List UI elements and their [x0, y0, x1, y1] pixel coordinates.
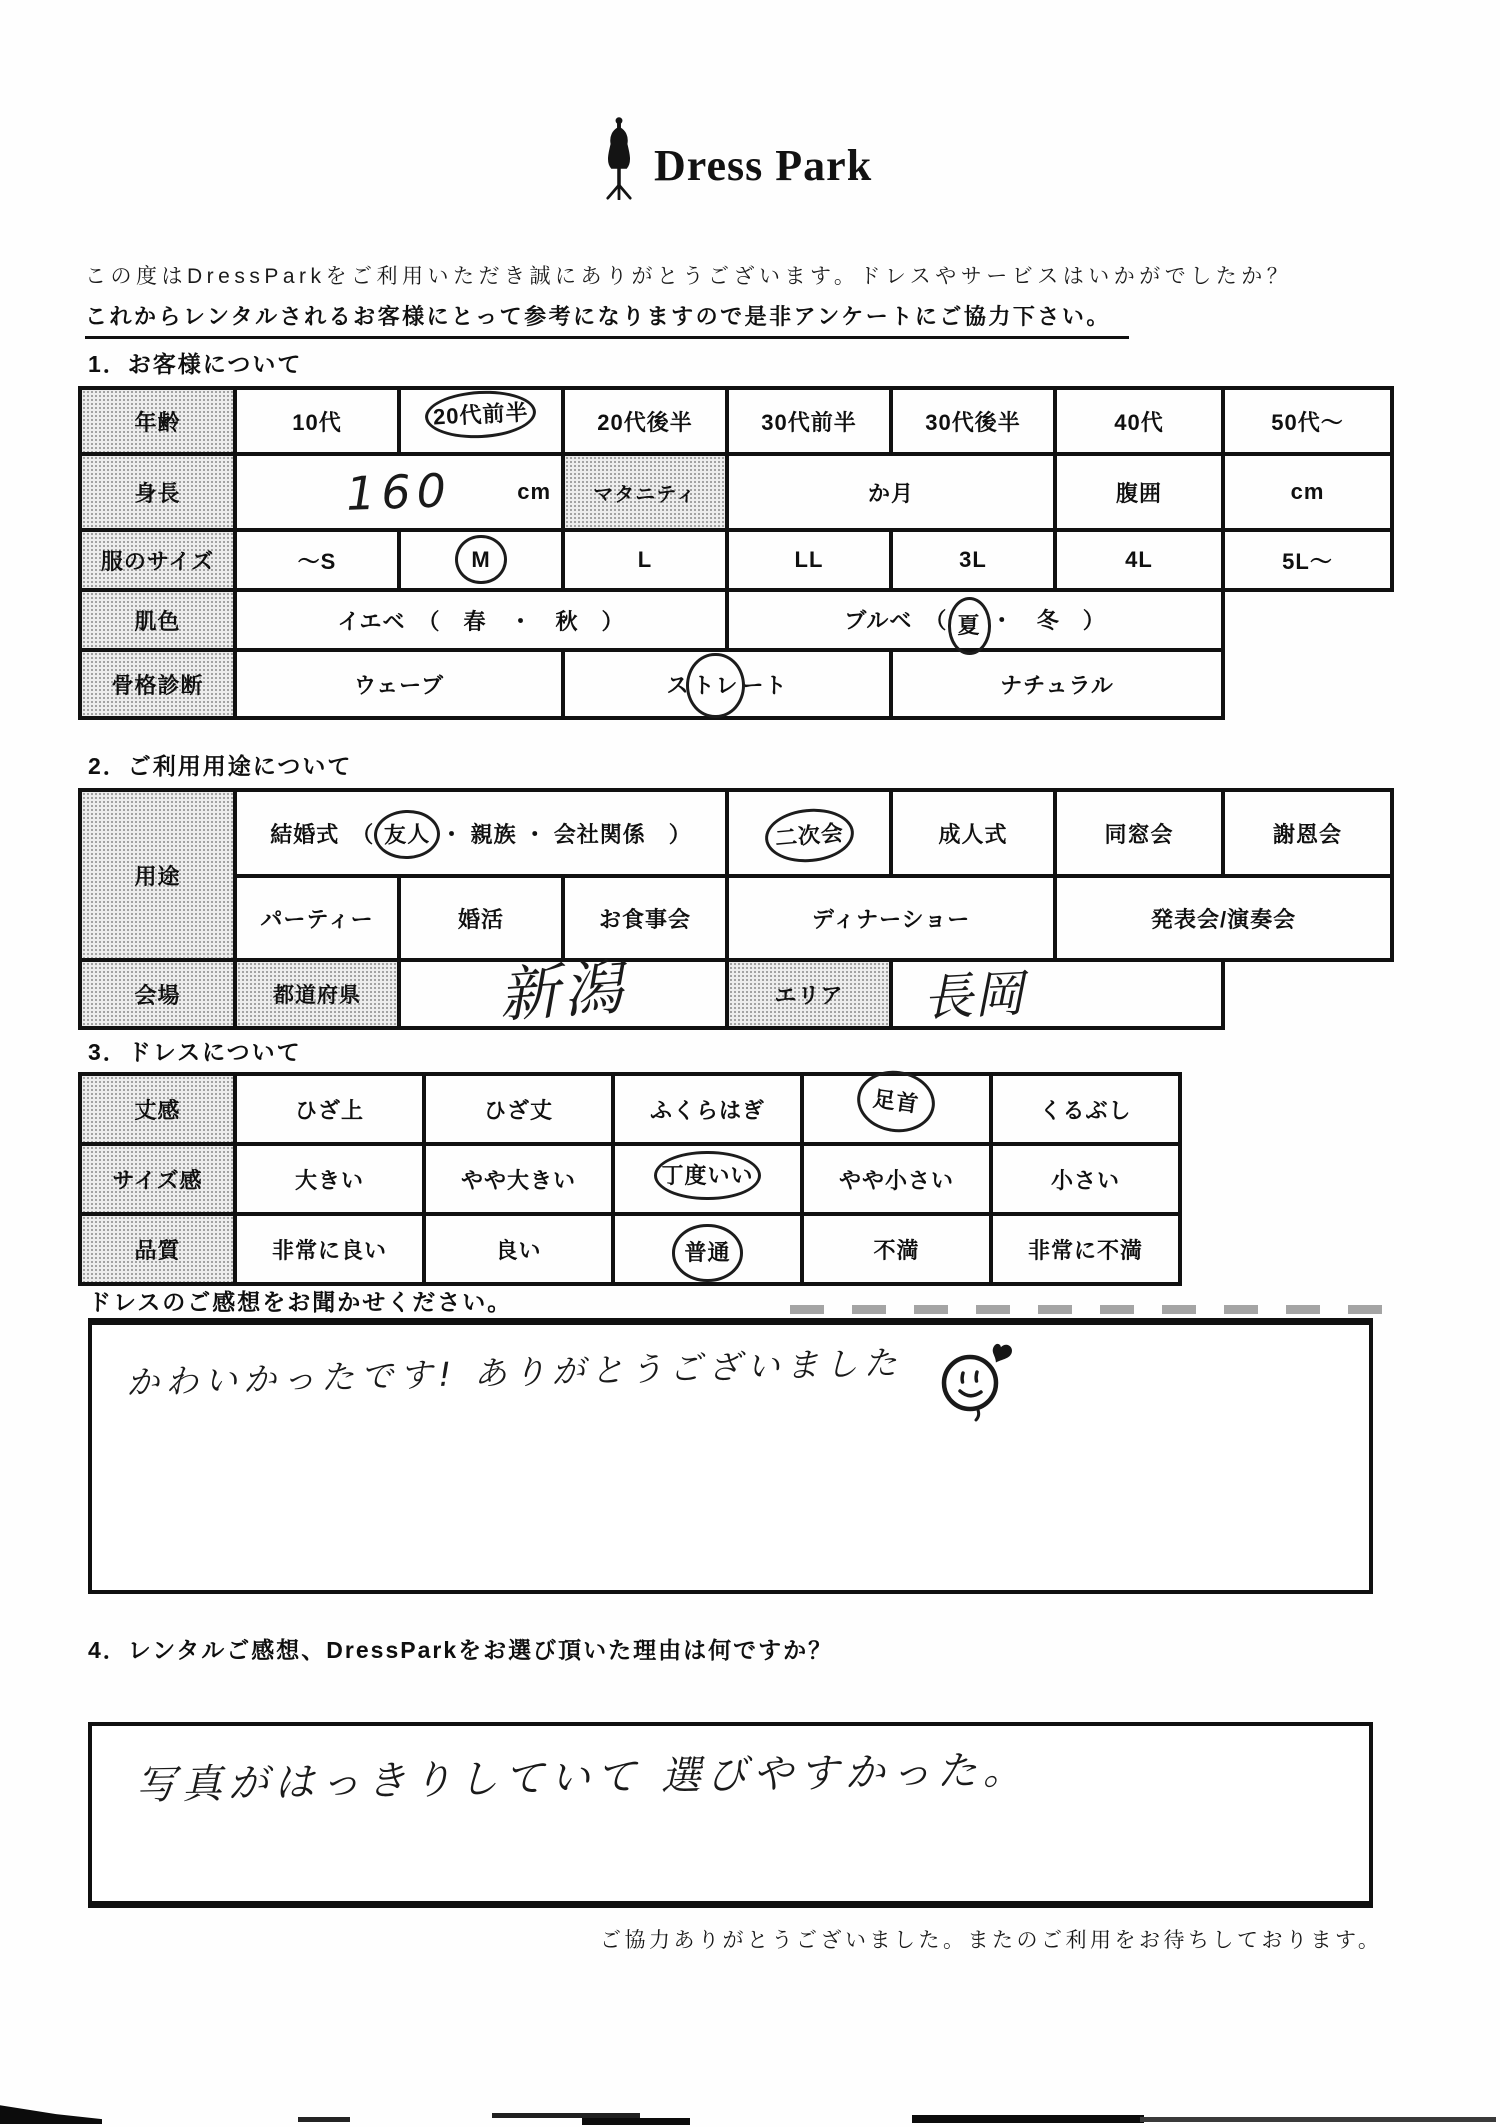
size-option-s: ～S	[235, 530, 399, 590]
skin-blue-suffix: ・ 冬 ）	[990, 608, 1106, 634]
purpose-option-recital: 発表会/演奏会	[1055, 876, 1392, 960]
height-value-cell	[235, 454, 563, 530]
empty-cell	[1223, 650, 1392, 718]
prefecture-value-cell	[399, 952, 727, 1032]
selection-circle-just-right: 丁度いい	[654, 1151, 760, 1200]
age-option-20s-early	[399, 388, 563, 454]
intro-line-2: これからレンタルされるお客様にとって参考になりますので是非アンケートにご協力下さい。	[85, 300, 1129, 339]
skin-option-yellow: イエベ （ 春 ・ 秋 ）	[235, 590, 727, 650]
skeleton-option-straight	[563, 650, 891, 718]
scan-artifact	[0, 2102, 102, 2124]
length-row	[80, 1074, 1180, 1144]
age-option-40s: 40代	[1055, 388, 1223, 454]
purpose-option-afterparty	[727, 790, 891, 876]
area-value-cell	[891, 960, 1223, 1028]
selection-circle-normal: 普通	[672, 1224, 742, 1281]
fit-row-label: サイズ感	[80, 1144, 235, 1214]
skeleton-option-natural: ナチュラル	[891, 650, 1223, 718]
fit-option-just-right	[613, 1144, 802, 1214]
purpose-option-dinner-show: ディナーショー	[727, 876, 1055, 960]
area-label: エリア	[727, 960, 891, 1028]
rental-reason-handwritten-answer: 写真がはっきりしていて 選びやすかった。	[135, 1747, 1030, 1809]
selection-circle-straight: トレ	[686, 653, 744, 718]
height-row-label: 身長	[80, 454, 235, 530]
section-1-heading: 1．お客様について	[88, 351, 303, 377]
skin-option-blue	[727, 590, 1223, 650]
logo-text: Dress Park	[654, 140, 873, 190]
quality-row-label: 品質	[80, 1214, 235, 1284]
section-2-heading: 2．ご利用用途について	[88, 753, 353, 779]
purpose-option-konkatsu: 婚活	[399, 876, 563, 960]
straight-prefix: ス	[666, 672, 690, 698]
fit-row	[80, 1144, 1180, 1214]
dress-impression-answer-box	[88, 1318, 1373, 1594]
purpose-option-coming-of-age: 成人式	[891, 790, 1055, 876]
dress-impression-handwritten-answer: かわいかったです! ありがとうございました	[125, 1342, 904, 1403]
waist-unit: cm	[1223, 454, 1392, 530]
purpose-row-label: 用途	[80, 790, 235, 960]
area-handwritten-value: 長岡	[921, 963, 1027, 1028]
length-option-calf: ふくらはぎ	[613, 1074, 802, 1144]
footer-thanks: ご協力ありがとうございました。またのご利用をお待ちしております。	[600, 1929, 1383, 1952]
age-option-10s: 10代	[235, 388, 399, 454]
age-option-20s-late: 20代後半	[563, 388, 727, 454]
size-option-4l: 4L	[1055, 530, 1223, 590]
prefecture-label: 都道府県	[235, 960, 399, 1028]
selection-circle-ankle: 足首	[854, 1066, 940, 1138]
selection-circle-age: 20代前半	[424, 388, 538, 441]
size-row	[80, 530, 1392, 590]
quality-option-very-unsatisfied: 非常に不満	[991, 1214, 1180, 1284]
quality-option-unsatisfied: 不満	[802, 1214, 991, 1284]
wedding-prefix: 結婚式 （	[270, 821, 375, 847]
length-option-knee: ひざ丈	[424, 1074, 613, 1144]
length-option-anklebone: くるぶし	[991, 1074, 1180, 1144]
purpose-row-2	[80, 876, 1392, 960]
venue-row-label: 会場	[80, 960, 235, 1028]
length-option-ankle	[802, 1074, 991, 1144]
age-option-30s-early: 30代前半	[727, 388, 891, 454]
purpose-option-dinner: お食事会	[563, 876, 727, 960]
selection-circle-summer: 夏	[948, 597, 991, 654]
selection-circle-size: M	[455, 535, 506, 584]
skeleton-row-label: 骨格診断	[80, 650, 235, 718]
scan-artifact	[298, 2117, 350, 2122]
skin-blue-prefix: ブルベ （	[844, 608, 948, 634]
age-option-50s: 50代～	[1223, 388, 1392, 454]
section-4-heading: 4．レンタルご感想、DressParkをお選び頂いた理由は何ですか？	[88, 1637, 834, 1663]
quality-option-very-good: 非常に良い	[235, 1214, 424, 1284]
age-row	[80, 388, 1392, 454]
logo	[598, 116, 872, 200]
quality-option-normal	[613, 1214, 802, 1284]
fit-option-slightly-big: やや大きい	[424, 1144, 613, 1214]
skin-row-label: 肌色	[80, 590, 235, 650]
fit-option-slightly-small: やや小さい	[802, 1144, 991, 1214]
rental-reason-answer-box	[88, 1722, 1373, 1908]
fit-option-big: 大きい	[235, 1144, 424, 1214]
venue-row	[80, 960, 1392, 1028]
scan-artifact	[912, 2115, 1144, 2123]
usage-table	[78, 788, 1394, 1030]
purpose-option-party: パーティー	[235, 876, 399, 960]
customer-info-table	[78, 386, 1394, 720]
purpose-row-1	[80, 790, 1392, 876]
straight-suffix: ート	[741, 672, 788, 698]
empty-cell	[1223, 590, 1392, 650]
dress-feedback-table	[78, 1072, 1182, 1286]
purpose-option-thanks-party: 謝恩会	[1223, 790, 1392, 876]
selection-circle-friend: 友人	[373, 808, 441, 860]
size-option-ll: LL	[727, 530, 891, 590]
size-option-5l: 5L～	[1223, 530, 1392, 590]
size-row-label: 服のサイズ	[80, 530, 235, 590]
size-option-3l: 3L	[891, 530, 1055, 590]
fit-option-small: 小さい	[991, 1144, 1180, 1214]
purpose-option-reunion: 同窓会	[1055, 790, 1223, 876]
intro-line-1: この度はDressParkをご利用いただき誠にありがとうございます。ドレスやサービスはいかがでしたか？	[85, 265, 1293, 288]
empty-cell	[1223, 960, 1392, 1028]
dress-impression-question: ドレスのご感想をお聞かせください。	[88, 1289, 513, 1315]
maternity-months-label: か月	[727, 454, 1055, 530]
age-option-30s-late: 30代後半	[891, 388, 1055, 454]
scan-artifact	[582, 2118, 690, 2125]
length-row-label: 丈感	[80, 1074, 235, 1144]
height-row	[80, 454, 1392, 530]
purpose-option-wedding	[235, 790, 727, 876]
length-option-above-knee: ひざ上	[235, 1074, 424, 1144]
selection-circle-afterparty: 二次会	[762, 805, 855, 866]
skeleton-row	[80, 650, 1392, 718]
wedding-suffix: ・ 親族 ・ 会社関係 ）	[440, 821, 692, 847]
prefecture-handwritten-value: 新潟	[496, 952, 630, 1032]
quality-row	[80, 1214, 1180, 1284]
height-unit: cm	[517, 479, 551, 504]
maternity-label: マタニティ	[563, 454, 727, 530]
scan-noise	[790, 1305, 1402, 1314]
size-option-l: L	[563, 530, 727, 590]
waist-label: 腹囲	[1055, 454, 1223, 530]
dress-form-icon	[598, 116, 640, 200]
smiley-heart-icon	[937, 1337, 1015, 1428]
scan-artifact	[1140, 2117, 1496, 2122]
size-option-m	[399, 530, 563, 590]
quality-option-good: 良い	[424, 1214, 613, 1284]
section-3-heading: 3．ドレスについて	[88, 1039, 302, 1065]
skeleton-option-wave: ウェーブ	[235, 650, 563, 718]
age-row-label: 年齢	[80, 388, 235, 454]
height-handwritten-value: 160	[345, 463, 453, 521]
skin-tone-row	[80, 590, 1392, 650]
